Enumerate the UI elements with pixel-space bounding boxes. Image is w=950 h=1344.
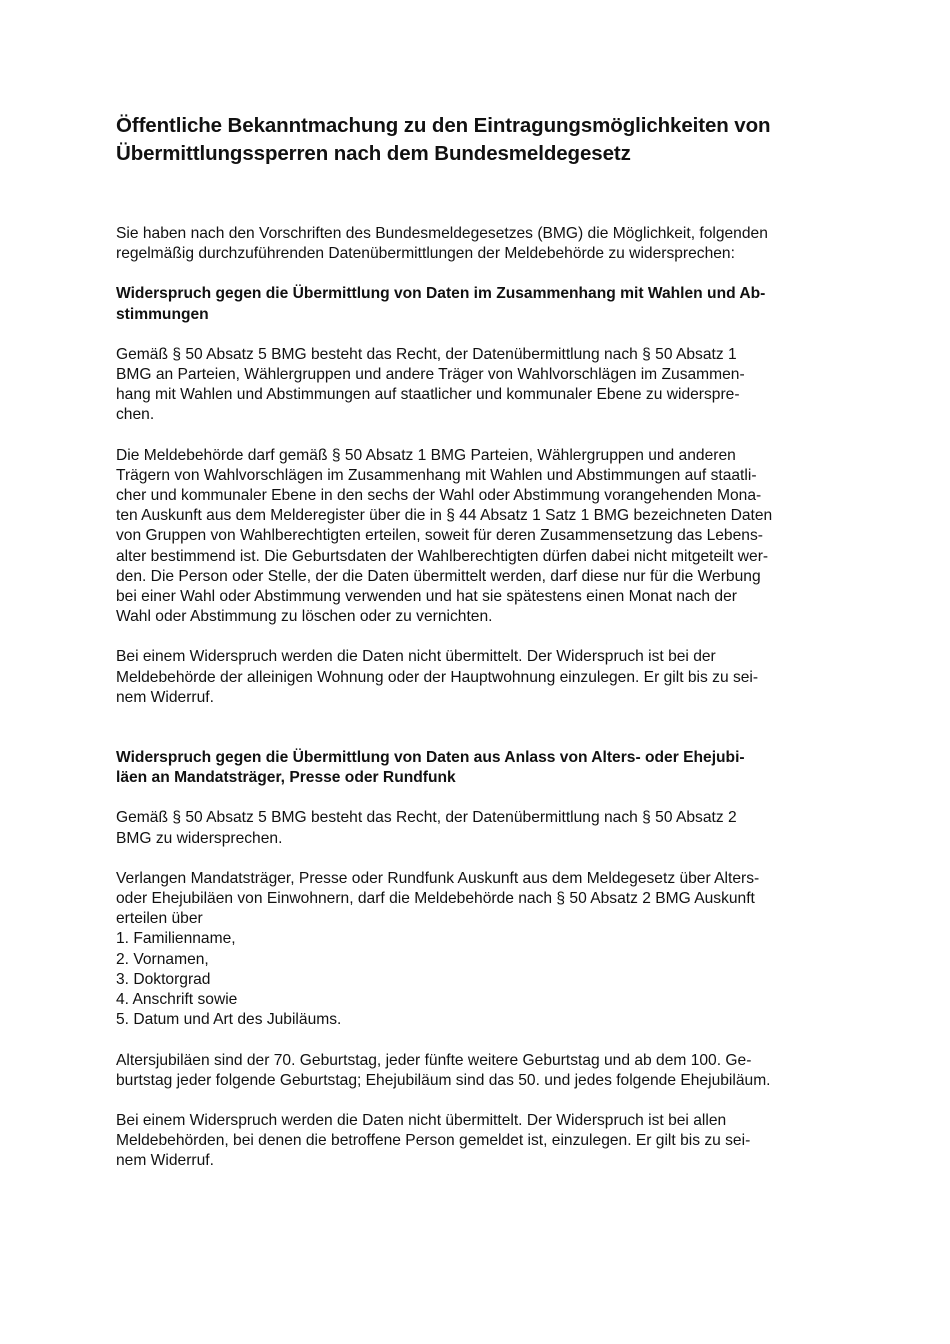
text-line: BMG zu widersprechen. [116,829,283,847]
text-line: Meldebehörde der alleinigen Wohnung oder der Hauptwohnung einzulegen. Er gilt bis zu sei- [116,668,759,686]
text-line: hang mit Wahlen und Abstimmungen auf staatlicher und kommunaler Ebene zu widerspre- [116,386,740,404]
text-line: von Gruppen von Wahlberechtigten erteilen, soweit für deren Zusammensetzung das Lebens- [116,527,763,545]
text-line: Sie haben nach den Vorschriften des Bundesmeldegesetzes (BMG) die Möglichkeit, folgenden [116,225,768,242]
text-line: Meldebehörden, bei denen die betroffene Person gemeldet ist, einzulegen. Er gilt bis zu sei- [116,1132,751,1150]
text-line: nem Widerruf. [116,1152,214,1170]
section1-paragraph-1 [116,345,844,426]
list-item: 2. Vornamen, [116,950,209,968]
title-line: Übermittlungssperren nach dem Bundesmeldegesetz [116,142,631,165]
text-line: Altersjubiläen sind der 70. Geburtstag, jeder fünfte weitere Geburtstag und ab dem 100. Ge- [116,1051,752,1069]
text-line: Bei einem Widerspruch werden die Daten nicht übermittelt. Der Widerspruch ist bei allen [116,1111,727,1129]
text-line: Wahl oder Abstimmung zu löschen oder zu vernichten. [116,608,493,626]
section-spacer [116,728,844,748]
text-line: Gemäß § 50 Absatz 5 BMG besteht das Recht, der Datenübermittlung nach § 50 Absatz 1 [116,345,737,363]
text-line: erteilen über [116,910,203,928]
text-line: oder Ehejubiläen von Einwohnern, darf die Meldebehörde nach § 50 Absatz 2 BMG Auskunft [116,890,755,908]
document-title [116,112,844,168]
section1-paragraph-2 [116,446,844,628]
text-line: nem Widerruf. [116,688,214,706]
heading-line: Widerspruch gegen die Übermittlung von Daten im Zusammenhang mit Wahlen und Ab- [116,285,766,303]
data-items-list [116,929,844,1030]
text-line: bei einer Wahl oder Abstimmung verwenden und hat sie spätestens einen Monat nach der [116,588,737,606]
section1-paragraph-3 [116,647,844,708]
section1-heading [116,284,844,324]
text-line: chen. [116,406,155,424]
text-line: BMG an Parteien, Wählergruppen und andere Träger von Wahlvorschlägen im Zusammen- [116,366,745,384]
text-line: Die Meldebehörde darf gemäß § 50 Absatz 1 BMG Parteien, Wählergruppen und anderen [116,446,736,464]
text-line: Gemäß § 50 Absatz 5 BMG besteht das Recht, der Datenübermittlung nach § 50 Absatz 2 [116,809,737,827]
document-page [116,112,844,1192]
list-item: 5. Datum und Art des Jubiläums. [116,1011,342,1029]
text-line: Verlangen Mandatsträger, Presse oder Rundfunk Auskunft aus dem Meldegesetz über Alters- [116,869,760,887]
heading-line: Widerspruch gegen die Übermittlung von Daten aus Anlass von Alters- oder Ehejubi- [116,749,745,767]
text-line: cher und kommunaler Ebene in den sechs der Wahl oder Abstimmung vorangehenden Mona- [116,487,762,505]
heading-line: stimmungen [116,305,209,323]
section2-paragraph-3 [116,1051,844,1091]
heading-line: läen an Mandatsträger, Presse oder Rundfunk [116,769,456,787]
text-line: ten Auskunft aus dem Melderegister über die in § 44 Absatz 1 Satz 1 BMG bezeichneten Daten [116,507,773,525]
intro-paragraph [116,224,844,264]
section2-heading [116,748,844,788]
text-line: Bei einem Widerspruch werden die Daten nicht übermittelt. Der Widerspruch ist bei der [116,648,716,666]
section2-paragraph-1 [116,808,844,848]
list-item: 4. Anschrift sowie [116,991,238,1009]
text-line: Trägern von Wahlvorschlägen im Zusammenhang mit Wahlen und Abstimmungen auf staatli- [116,466,757,484]
title-line: Öffentliche Bekanntmachung zu den Eintragungsmöglichkeiten von [116,114,771,137]
list-item: 1. Familienname, [116,930,236,948]
text-line: den. Die Person oder Stelle, der die Daten übermittelt werden, darf diese nur für die Werbung [116,567,761,585]
section2-paragraph-4 [116,1111,844,1172]
list-item: 3. Doktorgrad [116,970,211,988]
text-line: regelmäßig durchzuführenden Datenübermittlungen der Meldebehörde zu widersprechen: [116,245,735,263]
section2-paragraph-2 [116,869,844,930]
text-line: alter bestimmend ist. Die Geburtsdaten der Wahlberechtigten dürfen dabei nicht mitgeteilt wer- [116,547,769,565]
text-line: burtstag jeder folgende Geburtstag; Ehejubiläum sind das 50. und jedes folgende Ehejubiläum. [116,1071,771,1089]
